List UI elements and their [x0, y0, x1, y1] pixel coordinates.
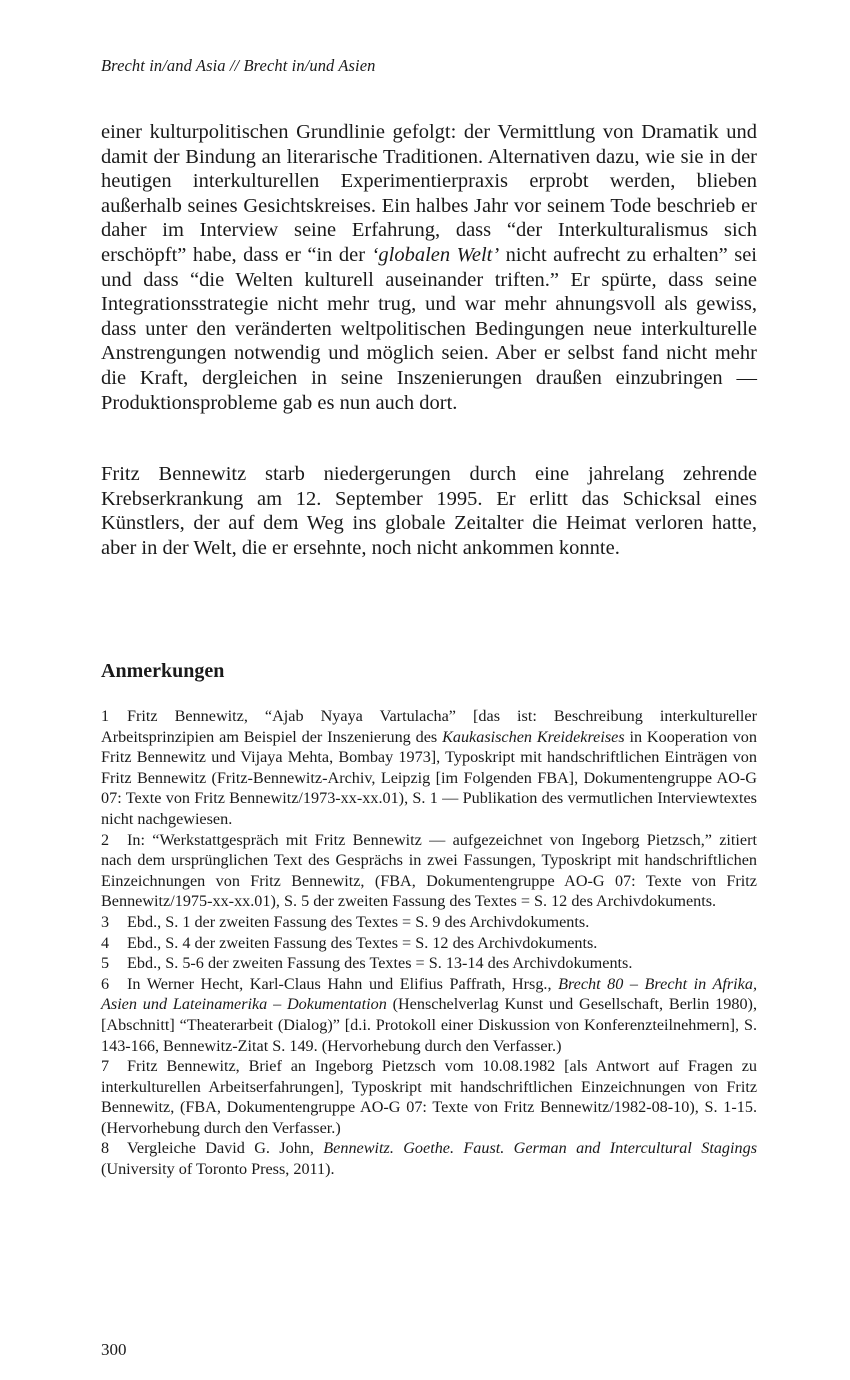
body-paragraph: [101, 462, 757, 560]
paragraph-text: Fritz Bennewitz starb niedergerungen durch eine jahrelang zehrende Krebserkrankung am 12. September 1995. Er erlitt das Schicksal eines Künstlers, der auf dem Weg ins globale Zeitalter die Heimat verloren hatte, aber in der Welt, die er ersehnte, noch nicht ankommen konnte.: [101, 463, 757, 559]
body-paragraph: [101, 120, 757, 415]
note-item: [101, 706, 757, 830]
note-item: [101, 1138, 757, 1179]
note-title: Brecht 80 – Brecht in Afrika, Asien und Lateinamerika – Dokumentation: [101, 974, 757, 1014]
note-number: 1: [101, 707, 110, 725]
note-text: (University of Toronto Press, 2011).: [101, 1160, 335, 1179]
running-head: Brecht in/and Asia // Brecht in/und Asien: [101, 56, 376, 75]
paragraph-text: einer kulturpolitischen Grundlinie gefolgt: der Vermittlung von Dramatik und damit der Bindung an literarische Traditionen. Alternativen dazu, wie sie in der heutigen interkulturellen Experimentierpraxis erprobt werden, blieben außerhalb seines Gesichtskreises. Ein halbes Jahr vor seinem Tode beschrieb er daher im Interview seine Erfahrung, dass “der Interkulturalismus sich erschöpft” habe, dass er “in der: [101, 121, 757, 266]
note-text: Ebd., S. 1 der zweiten Fassung des Textes = S. 9 des Archivdokuments.: [127, 912, 590, 931]
note-number: 8: [101, 1139, 110, 1158]
note-item: [101, 912, 757, 933]
note-text: Ebd., S. 4 der zweiten Fassung des Textes = S. 12 des Archivdokuments.: [127, 933, 598, 952]
note-item: [101, 953, 757, 974]
note-title: Bennewitz. Goethe. Faust. German and Intercultural Stagings: [323, 1139, 757, 1158]
note-item: [101, 933, 757, 954]
note-text: In: “Werkstattgespräch mit Fritz Bennewitz — aufgezeichnet von Ingeborg Pietzsch,” zitiert nach dem ursprünglichen Text des Gesprächs in zwei Fassungen, Typoskript mit handschriftlichen Einzeichnungen von Fritz Bennewitz, (FBA, Dokumentengruppe AO-G 07: Texte von Fritz Bennewitz/1975-xx-xx.01), S. 5 der zweiten Fassung des Textes = S. 12 des Archivdokuments.: [101, 830, 757, 911]
note-number: 6: [101, 974, 110, 993]
note-item: [101, 974, 757, 1056]
note-number: 7: [101, 1057, 110, 1076]
note-text: Ebd., S. 5-6 der zweiten Fassung des Textes = S. 13-14 des Archivdokuments.: [127, 954, 633, 973]
note-item: [101, 830, 757, 912]
notes-list: [101, 706, 757, 1180]
paragraph-text: nicht aufrecht zu erhalten” sei und dass “die Welten kulturell auseinander triften.” Er spürte, dass seine Integrationsstrategie nicht mehr trug, und war mehr ahnungsvoll als gewiss, dass unter den veränderten weltpolitischen Bedingungen neue interkulturelle Anstrengungen notwendig und möglich seien. Aber er selbst fand nicht mehr die Kraft, dergleichen in seine Inszenierungen draußen einzubringen — Produktionsprobleme gab es nun auch dort.: [101, 243, 757, 414]
note-text: in Kooperation von Fritz Bennewitz und Vijaya Mehta, Bombay 1973], Typoskript mit handschriftlichen Einträgen von Fritz Bennewitz (Fritz-Bennewitz-Archiv, Leipzig [im Folgenden FBA], Dokumentengruppe AO-G 07: Texte von Fritz Bennewitz/1973-xx-xx.01), S. 1 — Publikation des vermutlichen Interviewtextes nicht nachgewiesen.: [101, 727, 757, 828]
note-number: 2: [101, 830, 110, 849]
note-number: 4: [101, 933, 110, 952]
note-item: [101, 1056, 757, 1138]
note-text: Vergleiche David G. John,: [127, 1139, 324, 1158]
notes-heading: Anmerkungen: [101, 660, 225, 682]
note-text: In Werner Hecht, Karl-Claus Hahn und Elifius Paffrath, Hrsg.,: [127, 974, 559, 993]
note-number: 5: [101, 954, 110, 973]
paragraph-emphasis: ‘globalen Welt’: [371, 243, 500, 266]
note-text: (Henschelverlag Kunst und Gesellschaft, Berlin 1980), [Abschnitt] “Theaterarbeit (Dialog)” [d.i. Protokoll einer Diskussion von Konferenzteilnehmern], S. 143-166, Bennewitz-Zitat S. 149. (Hervorhebung durch den Verfasser.): [101, 995, 757, 1055]
page-number: 300: [101, 1340, 127, 1359]
note-text: Fritz Bennewitz, Brief an Ingeborg Pietzsch vom 10.08.1982 [als Antwort auf Fragen zu interkulturellen Arbeitserfahrungen], Typoskript mit handschriftlichen Einzeichnungen von Fritz Bennewitz, (FBA, Dokumentengruppe AO-G 07: Texte von Fritz Bennewitz/1982-08-10), S. 1-15. (Hervorhebung durch den Verfasser.): [101, 1057, 757, 1137]
note-number: 3: [101, 912, 110, 931]
note-text: Fritz Bennewitz, “Ajab Nyaya Vartulacha” [das ist: Beschreibung interkultureller Arbeitsprinzipien am Beispiel der Inszenierung des: [101, 707, 757, 746]
note-title: Kaukasischen Kreidekreises: [442, 727, 625, 746]
